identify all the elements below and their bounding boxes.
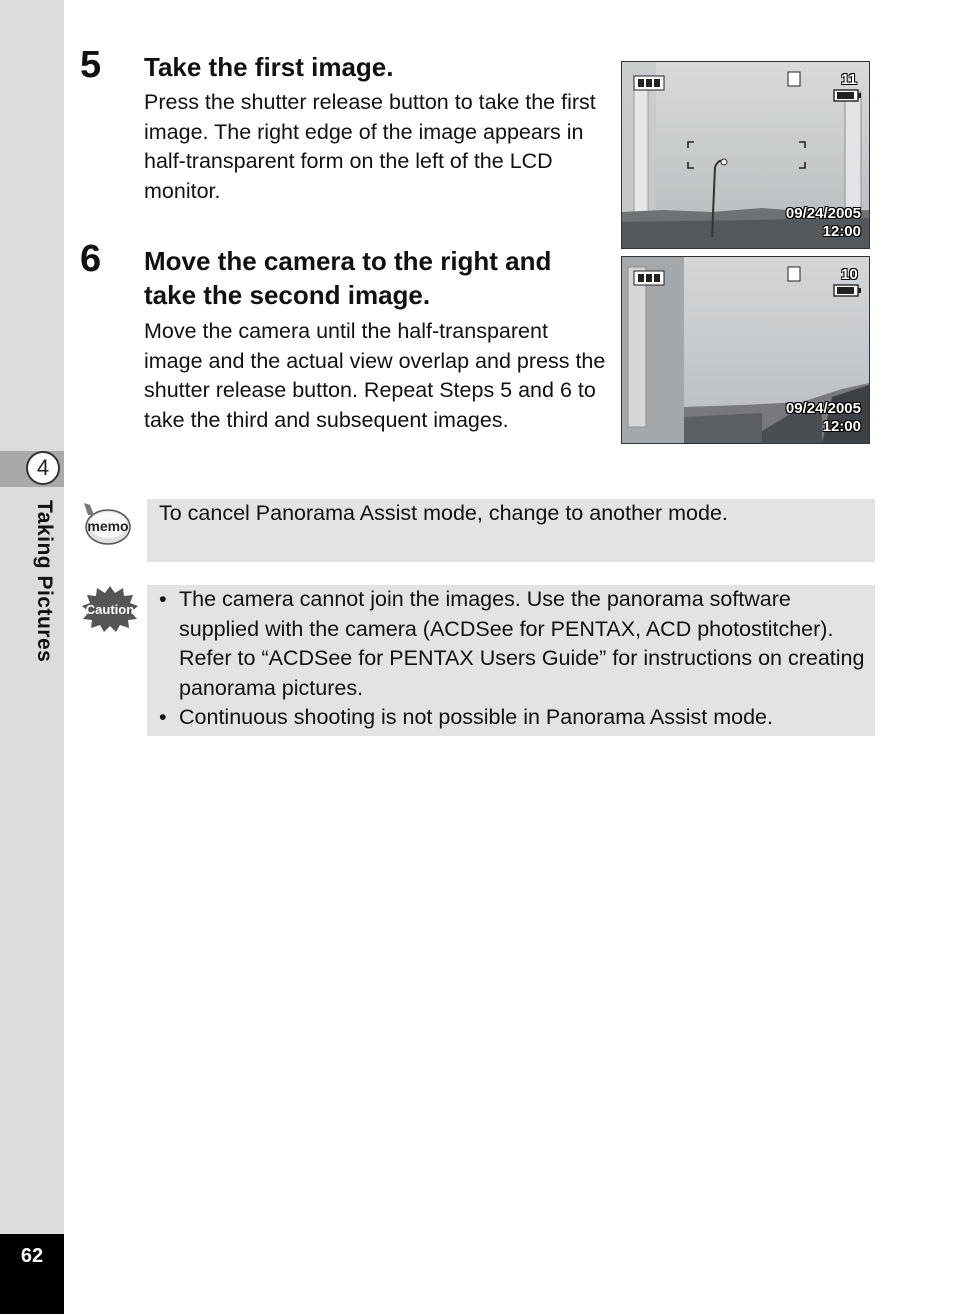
step-heading: Move the camera to the right and take the second image. (144, 246, 552, 310)
step-body: Press the shutter release button to take the first image. The right edge of the image appears in half-transparent form on the left of the LCD monitor. (144, 90, 596, 203)
lcd-date: 09/24/2005 (785, 205, 861, 222)
memo-box (147, 499, 875, 562)
svg-text:Caution: Caution (85, 602, 135, 617)
caution-icon (80, 584, 140, 634)
caution-box (147, 585, 875, 736)
chapter-title: Taking Pictures (33, 500, 56, 663)
caution-item: • The camera cannot join the images. Use the panorama software supplied with the camera (ACDSee for PENTAX, ACD photostitcher). Refer to “ACDSee for PENTAX Users Guide” for instructions on creating panorama pictures. (159, 587, 865, 700)
lcd-time: 12:00 (822, 223, 861, 240)
step-number: 5 (80, 44, 102, 86)
caution-item-text: The camera cannot join the images. Use the panorama software supplied with the camera (ACDSee for PENTAX, ACD photostitcher). Refer to “ACDSee for PENTAX Users Guide” for instructions on creating panorama pictures. (179, 587, 865, 700)
shots-remaining: 10 (841, 266, 858, 283)
svg-text:memo: memo (87, 518, 129, 534)
memo-text: To cancel Panorama Assist mode, change to another mode. (159, 501, 728, 525)
caution-item: • Continuous shooting is not possible in Panorama Assist mode. (159, 705, 773, 729)
step-number: 6 (80, 238, 102, 280)
memo-icon (80, 501, 132, 547)
lcd-time: 12:00 (822, 418, 861, 435)
lcd-screen (621, 61, 870, 249)
caution-item-text: Continuous shooting is not possible in Panorama Assist mode. (179, 705, 773, 729)
shots-remaining: 11 (841, 71, 857, 88)
step-body: Move the camera until the half-transparent image and the actual view overlap and press the shutter release button. Repeat Steps 5 and 6 to take the third and subsequent images. (144, 319, 606, 432)
chapter-number: 4 (26, 451, 60, 485)
page-number: 62 (20, 1245, 44, 1267)
lcd-date: 09/24/2005 (785, 400, 861, 417)
step-heading: Take the first image. (144, 52, 394, 82)
lcd-screen (621, 256, 870, 444)
